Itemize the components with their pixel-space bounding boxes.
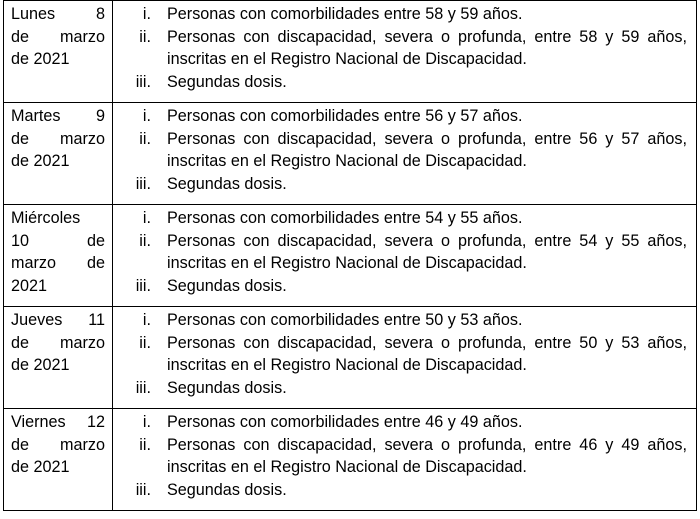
date-cell [4,205,113,307]
items-cell [113,205,697,307]
item-number: i. [142,413,151,431]
table-row [4,307,697,409]
item-text: Personas con discapacidad, severa o profunda, entre 50 y 53 años, inscritas en el Registro Nacional de Discapacidad. [167,333,687,375]
list-item [113,479,687,502]
date-cell [4,409,113,511]
date-cell [4,307,113,409]
item-text: Personas con comorbilidades entre 46 y 49 años. [167,413,523,431]
date-line: de 2021 [11,50,70,69]
date-line: 10 de [11,231,105,250]
list-item [113,434,687,479]
list-item [113,377,687,400]
item-text: Personas con discapacidad, severa o profunda, entre 58 y 59 años, inscritas en el Registro Nacional de Discapacidad. [167,27,687,69]
date-line: de marzo [11,129,105,148]
list-item [113,275,687,298]
item-text: Personas con discapacidad, severa o profunda, entre 46 y 49 años, inscritas en el Registro Nacional de Discapacidad. [167,435,687,477]
vaccination-schedule-table [3,0,697,511]
date-line: marzo de [11,254,105,273]
item-text: Segundas dosis. [167,480,287,499]
item-number: ii. [139,129,151,148]
item-text: Segundas dosis. [167,378,287,397]
item-text: Personas con comorbilidades entre 50 y 53 años. [167,311,523,329]
list-item [113,3,687,26]
list-item [113,207,687,230]
date-line: de 2021 [11,356,70,375]
date-line: de 2021 [11,152,70,171]
item-text: Personas con comorbilidades entre 56 y 57 años. [167,107,523,125]
item-text: Personas con comorbilidades entre 58 y 59 años. [167,5,523,23]
item-text: Personas con comorbilidades entre 54 y 55 años. [167,209,523,227]
item-number: ii. [139,333,151,352]
items-cell [113,1,697,103]
date-line: de marzo [11,333,105,352]
list-item [113,309,687,332]
item-number: iii. [135,72,151,91]
date-line: Lunes 8 [11,5,105,23]
date-cell [4,1,113,103]
item-number: ii. [139,435,151,454]
item-text: Segundas dosis. [167,276,287,295]
item-number: i. [142,311,151,329]
list-item [113,128,687,173]
list-item [113,71,687,94]
items-cell [113,307,697,409]
item-number: ii. [139,231,151,250]
table-row [4,409,697,511]
date-line: Martes 9 [11,107,105,125]
date-line: Miércoles [11,209,81,227]
item-text: Personas con discapacidad, severa o profunda, entre 54 y 55 años, inscritas en el Registro Nacional de Discapacidad. [167,231,687,273]
item-text: Segundas dosis. [167,72,287,91]
items-cell [113,409,697,511]
item-number: iii. [135,276,151,295]
list-item [113,230,687,275]
list-item [113,332,687,377]
items-cell [113,103,697,205]
table-row [4,1,697,103]
item-number: i. [142,5,151,23]
table-row [4,103,697,205]
item-text: Personas con discapacidad, severa o profunda, entre 56 y 57 años, inscritas en el Registro Nacional de Discapacidad. [167,129,687,171]
date-line: de marzo [11,435,105,454]
list-item [113,26,687,71]
item-number: ii. [139,27,151,46]
item-text: Segundas dosis. [167,174,287,193]
date-cell [4,103,113,205]
item-number: iii. [135,174,151,193]
item-number: iii. [135,480,151,499]
date-line: de marzo [11,27,105,46]
date-line: Jueves 11 [11,311,105,329]
date-line: de 2021 [11,458,70,477]
item-number: iii. [135,378,151,397]
item-number: i. [142,107,151,125]
date-line: 2021 [11,276,48,295]
list-item [113,173,687,196]
table-row [4,205,697,307]
date-line: Viernes 12 [11,413,105,431]
list-item [113,411,687,434]
item-number: i. [142,209,151,227]
list-item [113,105,687,128]
